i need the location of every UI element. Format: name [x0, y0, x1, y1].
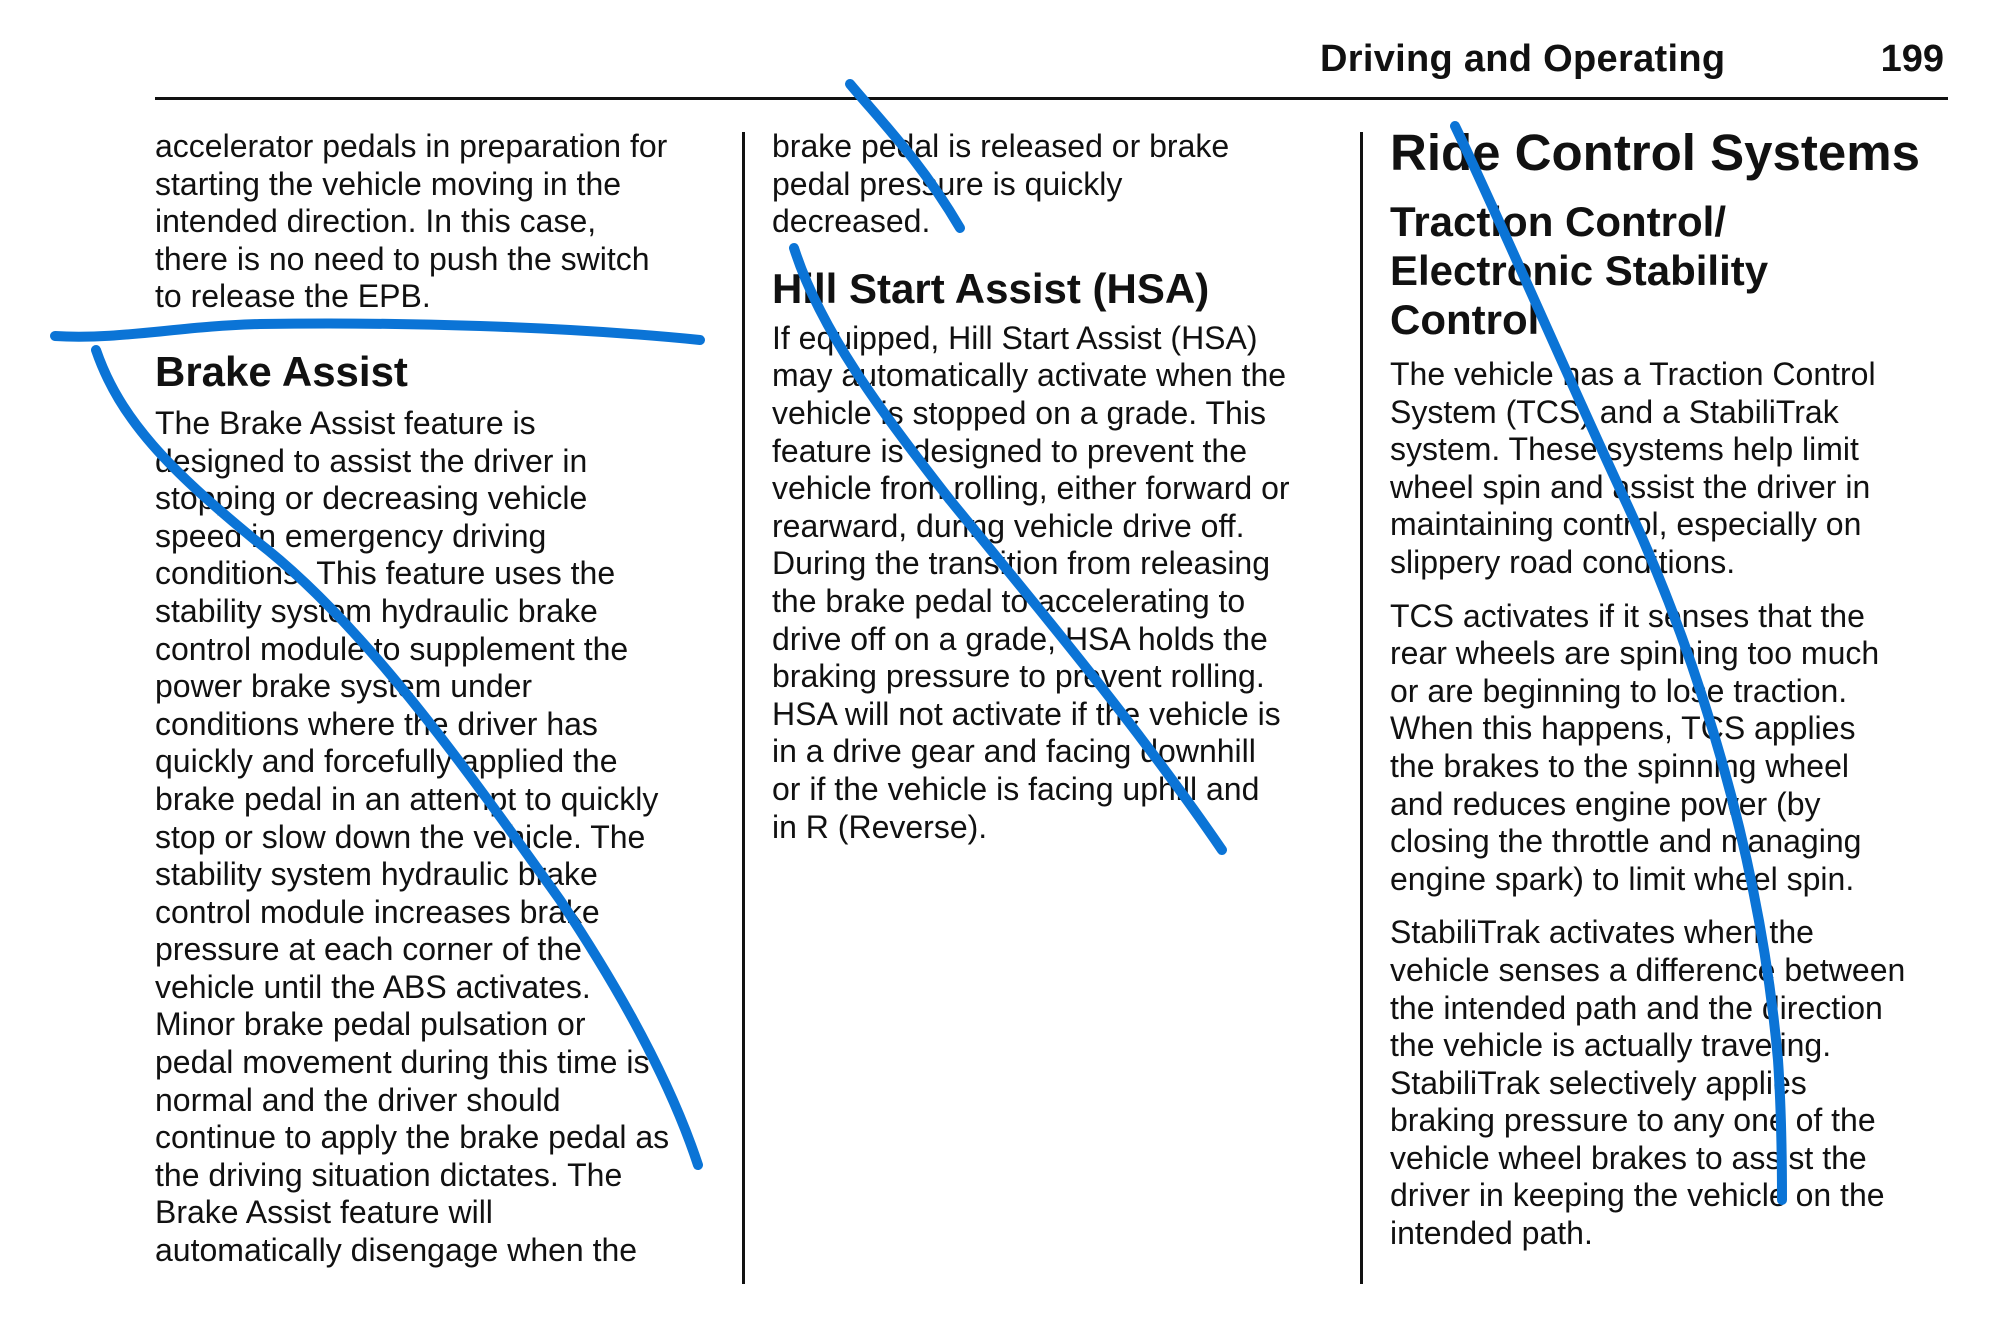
col1-intro-paragraph: [155, 128, 715, 316]
text-line: slippery road conditions.: [1390, 543, 1736, 580]
running-header-title: Driving and Operating: [1320, 38, 1726, 80]
text-line: the brakes to the spinning wheel: [1390, 747, 1849, 784]
text-line: to release the EPB.: [155, 278, 431, 315]
text-line: system. These systems help limit: [1390, 431, 1859, 468]
text-line: driver in keeping the vehicle on the: [1390, 1177, 1885, 1214]
ride-control-systems-heading: Ride Control Systems: [1390, 124, 1920, 181]
text-line: During the transition from releasing: [772, 545, 1271, 582]
hill-start-assist-heading: Hill Start Assist (HSA): [772, 264, 1210, 312]
traction-control-paragraph-3: [1390, 914, 1950, 1252]
text-line: If equipped, Hill Start Assist (HSA): [772, 319, 1258, 356]
brake-assist-heading: Brake Assist: [155, 347, 408, 395]
text-line: When this happens, TCS applies: [1390, 710, 1856, 747]
column-divider-1: [742, 132, 745, 1284]
heading-line: Control: [1390, 296, 1540, 343]
hill-start-assist-paragraph: [772, 320, 1342, 846]
heading-line: Electronic Stability: [1390, 247, 1769, 294]
text-line: starting the vehicle moving in the: [155, 165, 622, 202]
header-rule: [155, 97, 1948, 100]
text-line: power brake system under: [155, 668, 533, 705]
text-line: pedal movement during this time is: [155, 1044, 650, 1081]
text-line: the intended path and the direction: [1390, 989, 1883, 1026]
text-line: stopping or decreasing vehicle: [155, 480, 588, 517]
text-line: may automatically activate when the: [772, 357, 1287, 394]
text-line: control module to supplement the: [155, 630, 629, 667]
text-line: System (TCS) and a StabiliTrak: [1390, 393, 1839, 430]
text-line: or if the vehicle is facing uphill and: [772, 770, 1260, 807]
text-line: quickly and forcefully applied the: [155, 743, 618, 780]
text-line: StabiliTrak selectively applies: [1390, 1064, 1807, 1101]
text-line: the vehicle is actually traveling.: [1390, 1027, 1832, 1064]
text-line: vehicle until the ABS activates.: [155, 968, 591, 1005]
text-line: vehicle wheel brakes to assist the: [1390, 1139, 1867, 1176]
text-line: in a drive gear and facing downhill: [772, 733, 1256, 770]
text-line: wheel spin and assist the driver in: [1390, 468, 1871, 505]
text-line: designed to assist the driver in: [155, 442, 588, 479]
brake-assist-paragraph: [155, 405, 715, 1270]
text-line: feature is designed to prevent the: [772, 432, 1247, 469]
text-line: the brake pedal to accelerating to: [772, 582, 1246, 619]
text-line: stability system hydraulic brake: [155, 856, 598, 893]
col2-intro-paragraph: [772, 128, 1342, 241]
text-line: control module increases brake: [155, 893, 600, 930]
text-line: intended direction. In this case,: [155, 203, 597, 240]
text-line: Minor brake pedal pulsation or: [155, 1006, 586, 1043]
text-line: vehicle is stopped on a grade. This: [772, 394, 1266, 431]
text-line: conditions. This feature uses the: [155, 555, 616, 592]
text-line: engine spark) to limit wheel spin.: [1390, 860, 1855, 897]
text-line: stop or slow down the vehicle. The: [155, 818, 646, 855]
column-3: [1390, 124, 1950, 1253]
text-line: pressure at each corner of the: [155, 931, 582, 968]
text-line: conditions where the driver has: [155, 705, 598, 742]
text-line: vehicle senses a difference between: [1390, 951, 1906, 988]
column-1: [155, 128, 715, 1270]
text-line: drive off on a grade, HSA holds the: [772, 620, 1268, 657]
column-2: [772, 128, 1342, 846]
text-line: TCS activates if it senses that the: [1390, 597, 1865, 634]
text-line: rearward, during vehicle drive off.: [772, 507, 1245, 544]
traction-control-heading: [1390, 197, 1950, 344]
text-line: normal and the driver should: [155, 1081, 561, 1118]
traction-control-paragraph-1: [1390, 356, 1950, 582]
traction-control-paragraph-2: [1390, 598, 1950, 899]
text-line: pedal pressure is quickly: [772, 165, 1123, 202]
text-line: brake pedal in an attempt to quickly: [155, 780, 659, 817]
text-line: the driving situation dictates. The: [155, 1156, 623, 1193]
text-line: in R (Reverse).: [772, 808, 988, 845]
text-line: vehicle from rolling, either forward or: [772, 470, 1290, 507]
page-number: 199: [1880, 38, 1944, 80]
text-line: The vehicle has a Traction Control: [1390, 356, 1876, 392]
text-line: braking pressure to any one of the: [1390, 1102, 1876, 1139]
text-line: and reduces engine power (by: [1390, 785, 1821, 822]
text-line: braking pressure to prevent rolling.: [772, 658, 1265, 695]
text-line: HSA will not activate if the vehicle is: [772, 695, 1281, 732]
text-line: maintaining control, especially on: [1390, 506, 1862, 543]
text-line: decreased.: [772, 203, 931, 240]
text-line: brake pedal is released or brake: [772, 128, 1230, 164]
text-line: speed in emergency driving: [155, 517, 547, 554]
text-line: The Brake Assist feature is: [155, 404, 536, 441]
text-line: StabiliTrak activates when the: [1390, 914, 1814, 951]
column-divider-2: [1360, 132, 1363, 1284]
text-line: stability system hydraulic brake: [155, 592, 598, 629]
text-line: or are beginning to lose traction.: [1390, 672, 1848, 709]
heading-line: Traction Control/: [1390, 198, 1726, 245]
text-line: intended path.: [1390, 1215, 1593, 1252]
text-line: rear wheels are spinning too much: [1390, 635, 1880, 672]
text-line: continue to apply the brake pedal as: [155, 1119, 670, 1156]
text-line: there is no need to push the switch: [155, 240, 650, 277]
text-line: automatically disengage when the: [155, 1232, 638, 1269]
text-line: closing the throttle and managing: [1390, 823, 1862, 860]
text-line: Brake Assist feature will: [155, 1194, 493, 1231]
text-line: accelerator pedals in preparation for: [155, 128, 668, 164]
